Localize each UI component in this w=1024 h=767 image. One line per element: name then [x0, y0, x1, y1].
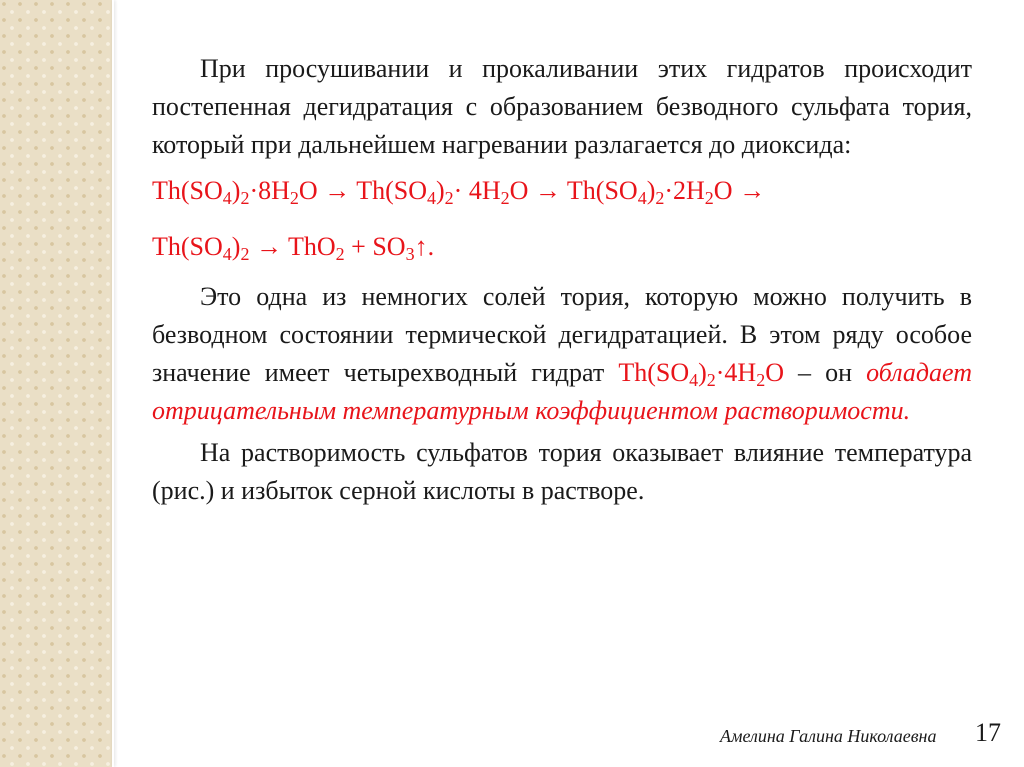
- paragraph-anhydrous: Это одна из немногих солей тория, которую можно получить в безводном состоянии термической дегидратацией. В этом ряду особое значение имеет четырехводный гидрат $Th(SO_4)_2\cdot 4H_2O$ – он обладает отрицательным температурным коэффициентом растворимости.: [152, 282, 972, 425]
- decorative-pattern-strip: [0, 0, 112, 767]
- divider-line: [112, 0, 114, 767]
- paragraph-solubility: На растворимость сульфатов тория оказывает влияние температура (рис.) и избыток серной кислоты в растворе.: [152, 438, 972, 505]
- author-name: Амелина Галина Николаевна: [720, 726, 937, 746]
- formula-decomposition: $Th(SO_4)_2 \to ThO_2$ + $SO_3↑$.: [152, 232, 435, 264]
- inline-formula-tetrahydrate: $Th(SO_4)_2\cdot 4H_2O$: [618, 358, 784, 390]
- paragraph-dehydration: При просушивании и прокаливании этих гидратов происходит постепенная дегидратация с образованием безводного сульфата тория, который при дальнейшем нагревании разлагается до диоксида:: [152, 54, 972, 159]
- formula-dehydration-chain: $Th(SO_4)_2\cdot 8H_2O \to Th(SO_4)_2\cdot 4H_2O \to Th(SO_4)_2\cdot 2H_2O$ →: [152, 176, 766, 208]
- highlight-negative-coefficient: обладает отрицательным температурным коэффициентом растворимости.: [152, 358, 972, 425]
- page-number: 17: [975, 718, 1001, 747]
- slide-content: [152, 50, 972, 510]
